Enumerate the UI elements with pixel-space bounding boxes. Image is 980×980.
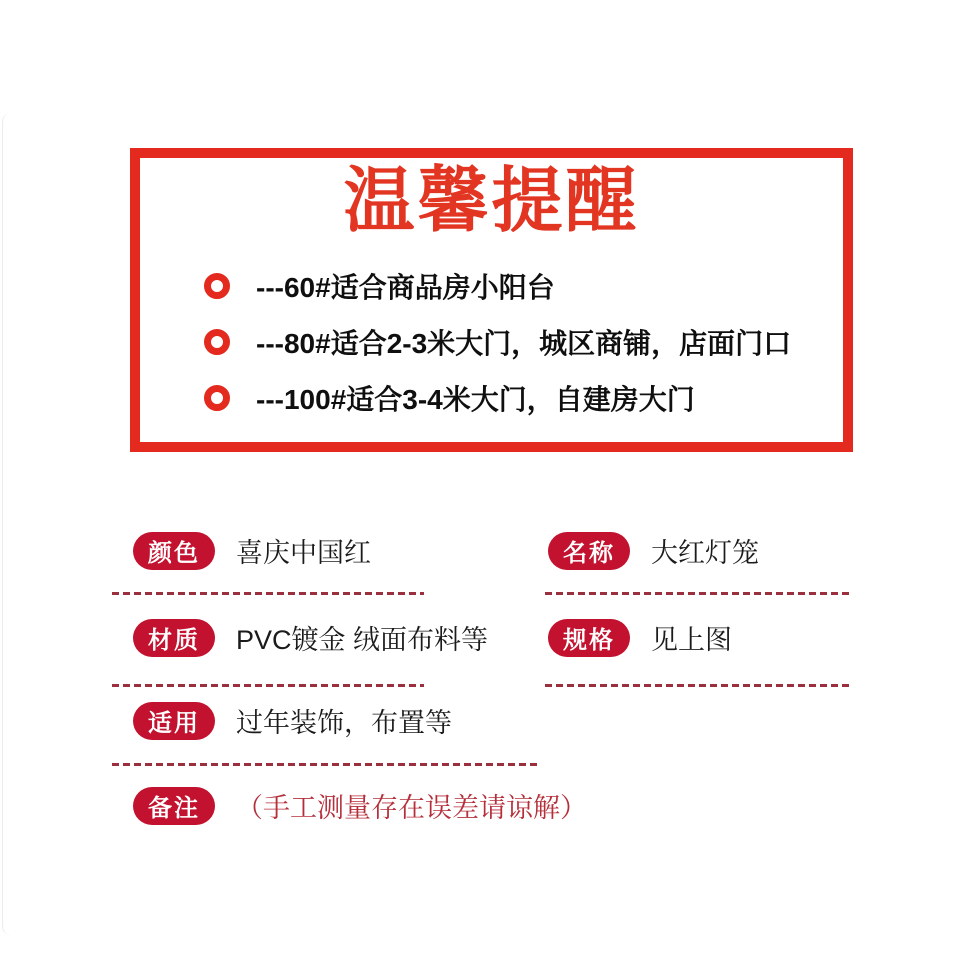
divider-dashed — [545, 592, 853, 595]
card-edge-line — [2, 112, 13, 936]
spec-label-pill-size: 规格 — [548, 619, 630, 657]
spec-value-usage: 过年装饰，布置等 — [236, 708, 452, 738]
reminder-bullet-row — [204, 266, 843, 306]
reminder-bullet-row — [204, 378, 843, 418]
spec-row-note — [133, 786, 587, 825]
spec-value-name: 大红灯笼 — [651, 538, 759, 568]
bullet-ring-icon — [204, 329, 230, 355]
bullet-ring-icon — [204, 385, 230, 411]
divider-dashed — [112, 684, 424, 687]
spec-label-pill-name: 名称 — [548, 532, 630, 570]
spec-row-size — [548, 618, 732, 657]
spec-label-pill-usage: 适用 — [133, 702, 215, 740]
divider-dashed — [112, 763, 540, 766]
reminder-bullet-row — [204, 322, 843, 362]
bullet-text-60: ---60#适合商品房小阳台 — [256, 271, 555, 303]
reminder-bullet-list — [204, 266, 843, 418]
divider-dashed — [545, 684, 853, 687]
spec-row-usage — [133, 701, 452, 740]
spec-row-material — [133, 618, 488, 657]
spec-label-pill-material: 材质 — [133, 619, 215, 657]
spec-value-material: PVC镀金 绒面布料等 — [236, 625, 489, 655]
spec-label-pill-color: 颜色 — [133, 532, 215, 570]
spec-value-note: （手工测量存在误差请谅解） — [236, 793, 587, 823]
spec-row-color — [133, 531, 371, 570]
spec-value-size: 见上图 — [651, 625, 732, 655]
spec-label-pill-note: 备注 — [133, 787, 215, 825]
bullet-ring-icon — [204, 273, 230, 299]
bullet-text-100: ---100#适合3-4米大门，自建房大门 — [256, 383, 695, 415]
spec-value-color: 喜庆中国红 — [236, 538, 371, 568]
spec-row-name — [548, 531, 759, 570]
reminder-box — [130, 148, 853, 452]
bullet-text-80: ---80#适合2-3米大门，城区商铺，店面门口 — [256, 327, 792, 359]
divider-dashed — [112, 592, 424, 595]
reminder-title: 温馨提醒 — [343, 162, 640, 241]
